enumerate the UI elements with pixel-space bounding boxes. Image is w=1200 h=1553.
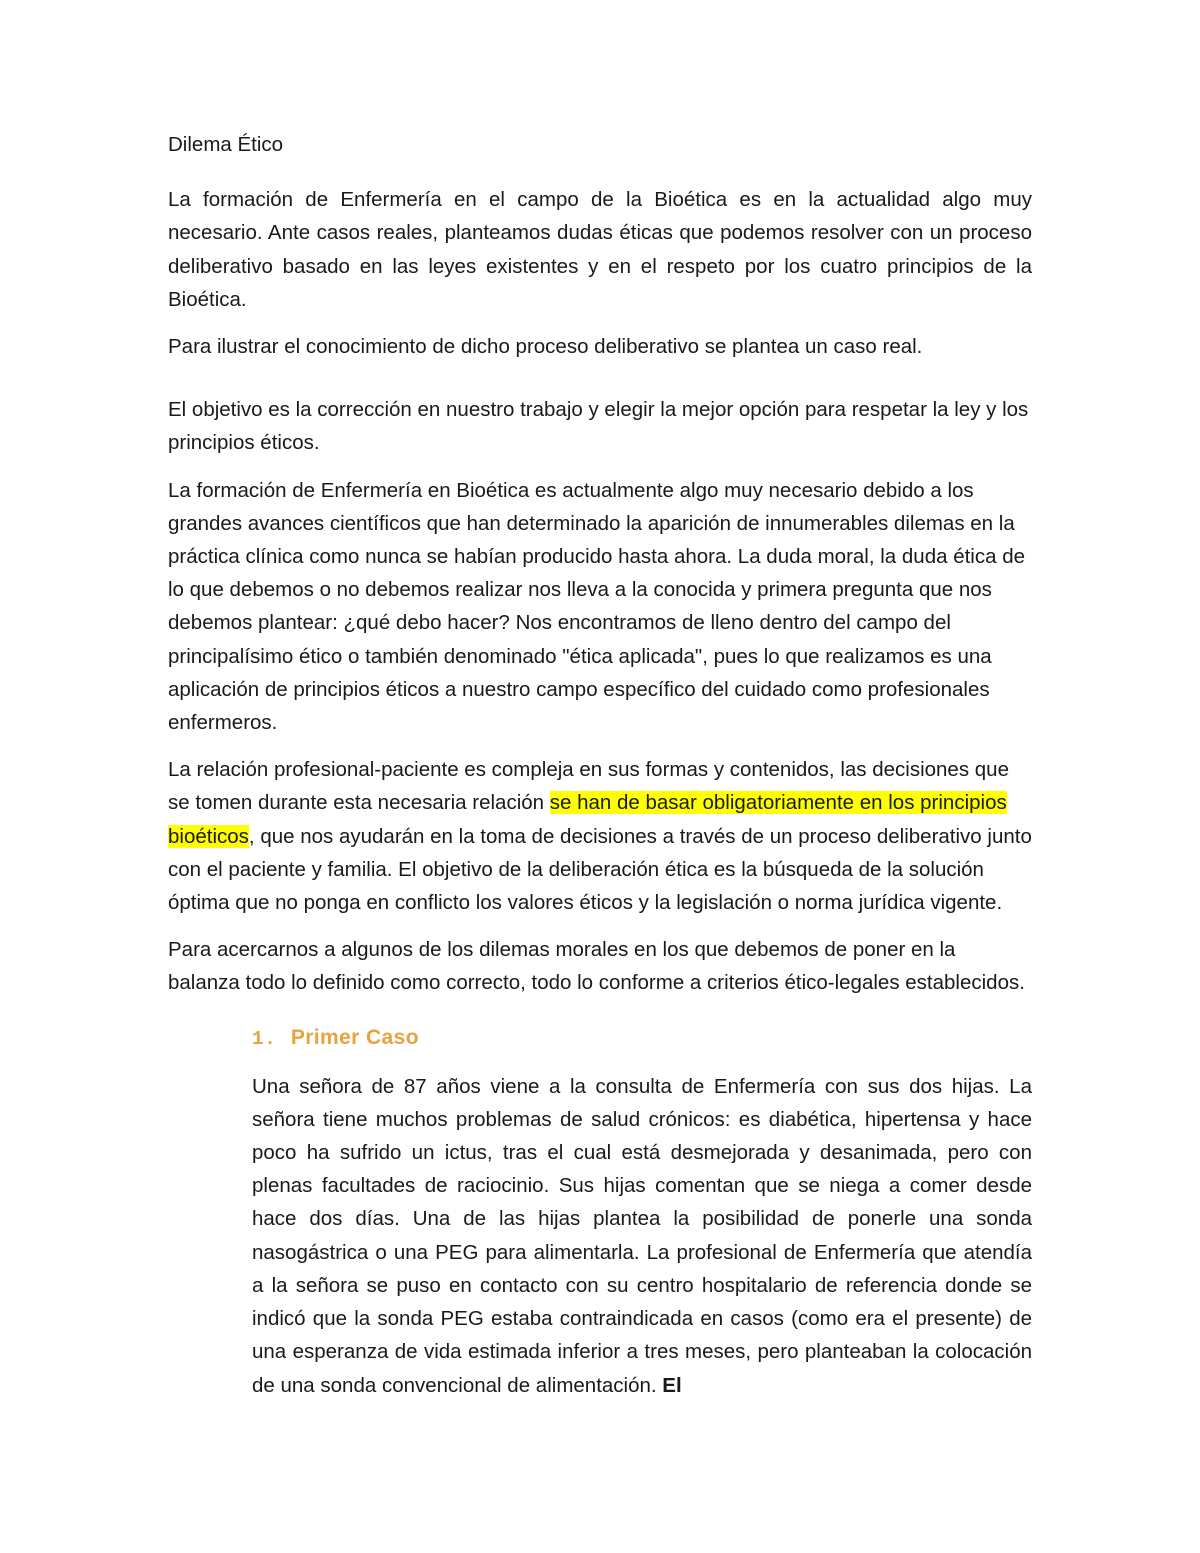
case-text: Una señora de 87 años viene a la consulta de Enfermería con sus dos hijas. La señora tiene muchos problemas de salud crónicos: es diabética, hipertensa y hace poco ha sufrido un ictus, tras el cual está desmejorada y desanimada, pero con plenas facultades de raciocinio. Sus hijas comentan que se niega a comer desde hace dos días. Una de las hijas plantea la posibilidad de ponerle una sonda nasogástrica o una PEG para alimentarla. La profesional de Enfermería que atendía a la señora se puso en contacto con su centro hospitalario de referencia donde se indicó que la sonda PEG estaba contraindicada en casos (como era el presente) de una esperanza de vida estimada inferior a tres meses, pero planteaban la colocación de una sonda convencional de alimentación.	[252, 1074, 1032, 1397]
paragraph-highlighted	[168, 753, 1032, 919]
case-heading-label: Primer Caso	[290, 1025, 419, 1049]
paragraph-bioethics-training: La formación de Enfermería en Bioética es actualmente algo muy necesario debido a los grandes avances científicos que han determinado la aparición de innumerables dilemas en la práctica clínica como nunca se habían producido hasta ahora. La duda moral, la duda ética de lo que debemos o no debemos realizar nos lleva a la conocida y primera pregunta que nos debemos plantear: ¿qué debo hacer? Nos encontramos de lleno dentro del campo del principalísimo ético o también denominado "ética aplicada", pues lo que realizamos es una aplicación de principios éticos a nuestro campo específico del cuidado como profesionales enfermeros.	[168, 478, 1025, 735]
case-number: 1.	[252, 1027, 277, 1050]
document-body	[168, 128, 1032, 1402]
case-heading	[168, 1026, 1032, 1050]
highlight-text-before: La relación profesional-paciente es compleja en sus formas y contenidos, las decisiones que se tomen durante esta necesaria relación	[168, 758, 1009, 815]
case-body	[168, 1070, 1032, 1402]
paragraph-objective: El objetivo es la corrección en nuestro trabajo y elegir la mejor opción para respetar la ley y los principios éticos.	[168, 398, 1029, 455]
case-paragraph	[252, 1070, 1032, 1402]
highlight-text-after: , que nos ayudarán en la toma de decisiones a través de un proceso deliberativo junto con el paciente y familia. El objetivo de la deliberación ética es la búsqueda de la solución óptima que no ponga en conflicto los valores éticos y la legislación o norma jurídica vigente.	[168, 824, 1032, 915]
highlighted-phrase: se han de basar obligatoriamente en los principios bioéticos	[168, 791, 1007, 848]
paragraph-intro: La formación de Enfermería en el campo de la Bioética es en la actualidad algo muy necesario. Ante casos reales, planteamos dudas éticas que podemos resolver con un proceso deliberativo basado en las leyes existentes y en el respeto por los cuatro principios de la Bioética.	[168, 188, 1032, 311]
case-text-bold-tail: El	[662, 1373, 682, 1397]
paragraph-moral-dilemmas: Para acercarnos a algunos de los dilemas morales en los que debemos de poner en la balanza todo lo definido como correcto, todo lo conforme a criterios ético-legales establecidos.	[168, 938, 1025, 995]
document-title: Dilema Ético	[168, 133, 284, 156]
paragraph-case-intro: Para ilustrar el conocimiento de dicho proceso deliberativo se plantea un caso real.	[168, 335, 923, 359]
